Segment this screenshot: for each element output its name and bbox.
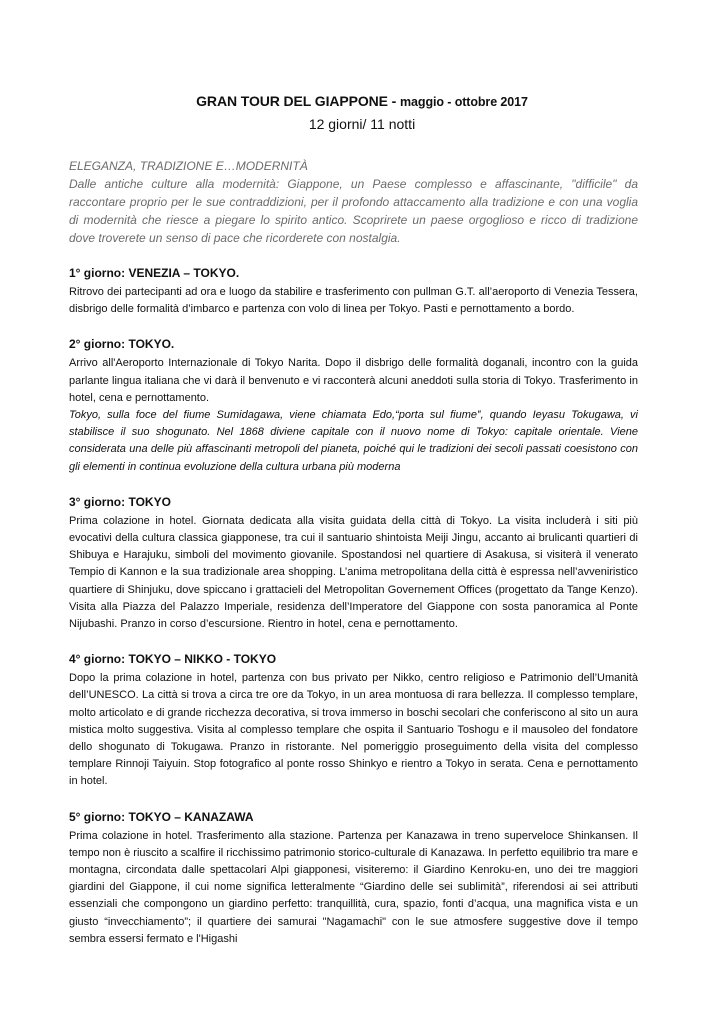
day-text: Ritrovo dei partecipanti ad ora e luogo da stabilire e trasferimento con pullman G.T. all’aeroporto di Venezia Tessera, disbrigo delle formalità d’imbarco e partenza con volo di linea per Tokyo. Pasti e pernottamento a bordo. <box>69 286 638 316</box>
day-section <box>69 809 638 948</box>
day-text: Prima colazione in hotel. Trasferimento alla stazione. Partenza per Kanazawa in treno superveloce Shinkansen. Il tempo non è riuscito a scalfire il ricchissimo patrimonio storico-culturale di Kanazawa. In perfetto equilibrio tra mare e montagna, circondata dalle spettacolari Alpi giapponesi, visiteremo: il Giardino Kenroku-en, uno dei tre maggiori giardini del Giappone, il cui nome significa letteralmente “Giardino delle sei sublimità”, riferendosi ai sei attributi essenziali che compongono un giardino perfetto: tranquillità, cura, spazio, fonti d’acqua, una magnifica vista e un giusto “invecchiamento”; il quartiere dei samurai "Nagamachi" con le sue atmosfere suggestive dove il tempo sembra essersi fermato e l'Higashi <box>69 829 638 945</box>
day-section <box>69 336 638 475</box>
title-main: GRAN TOUR DEL GIAPPONE - <box>196 93 401 109</box>
day-section <box>69 494 638 633</box>
intro-text: Dalle antiche culture alla modernità: Giappone, un Paese complesso e affascinante, "difficile" da raccontare proprio per le sue contraddizioni, per il profondo attaccamento alla tradizione e con una voglia di modernità che riesce a piegare lo spirito antico. Scoprirete un paese orgoglioso e ricco di tradizione dove troverete un senso di pace che ricorderete con nostalgia. <box>69 177 638 245</box>
duration: 12 giorni/ 11 notti <box>308 116 416 132</box>
document-title <box>0 91 724 112</box>
day-text: Prima colazione in hotel. Giornata dedicata alla visita guidata della città di Tokyo. La visita includerà i siti più evocativi della cultura classica giapponese, tra cui il santuario shintoista Meiji Jingu, accanto ai brulicanti quartieri di Shibuya e Harajuku, simboli del movimento giovanile. Spostandosi nel quartiere di Asakusa, si visiterà il venerato Tempio di Kannon e la sua tradizionale area shopping. L’anima metropolitana della città è espressa nell’avveniristico quartiere di Shinjuku, dove spiccano i grattacieli del Metropolitan Governement Offices (progettato da Tange Kenzo). Visita alla Piazza del Palazzo Imperiale, residenza dell’Imperatore del Giappone con sosta panoramica al Ponte Nijubashi. Pranzo in corso d’escursione. Rientro in hotel, cena e pernottamento. <box>69 514 638 631</box>
day-heading: 1° giorno: VENEZIA – TOKYO. <box>69 266 240 280</box>
title-block <box>0 91 724 134</box>
day-section <box>69 265 638 318</box>
intro-heading: ELEGANZA, TRADIZIONE E…MODERNITÀ <box>69 159 308 173</box>
day-heading: 2° giorno: TOKYO. <box>69 337 175 352</box>
document-body <box>69 157 638 948</box>
day-section <box>69 651 638 790</box>
intro-section <box>69 157 638 247</box>
day-italic-text: Tokyo, sulla foce del fiume Sumidagawa, viene chiamata Edo,“porta sul fiume‟, quando Ieyasu Tokugawa, vi stabilisce il suo shogunato. Nel 1868 diviene capitale con il nuovo nome di Tokyo: capitale orientale. Viene considerata una delle più affascinanti metropoli del pianeta, poiché qui le tradizioni dei secoli passati coesistono con gli elementi in continua evoluzione della cultura urbana più moderna <box>69 409 638 473</box>
day-heading: 3° giorno: TOKYO <box>69 494 171 509</box>
day-heading: 5° giorno: TOKYO – KANAZAWA <box>69 809 254 824</box>
title-dates: maggio - ottobre 2017 <box>400 95 528 109</box>
day-heading: 4° giorno: TOKYO – NIKKO - TOKYO <box>69 652 277 667</box>
day-text: Arrivo all'Aeroporto Internazionale di Tokyo Narita. Dopo il disbrigo delle formalità doganali, incontro con la guida parlante lingua italiana che vi darà il benvenuto e vi racconterà alcuni aneddoti sulla storia di Tokyo. Trasferimento in hotel, cena e pernottamento. <box>69 357 638 404</box>
day-text: Dopo la prima colazione in hotel, partenza con bus privato per Nikko, centro religioso e Patrimonio dell’Umanità dell’UNESCO. La città si trova a circa tre ore da Tokyo, in un area montuosa di rara bellezza. Il complesso templare, molto articolato e di grande ricchezza decorativa, si trova immerso in boschi secolari che conferiscono al sito un aura mistica molto suggestiva. Visita al complesso templare che ospita il Santuario Toshogu e il mausoleo del fondatore dello shogunato di Tokugawa. Pranzo in ristorante. Nel pomeriggio proseguimento della visita del complesso templare Rinnoji Taiyuin. Stop fotografico al ponte rosso Shinkyo e rientro a Tokyo in serata. Cena e pernottamento in hotel. <box>69 672 638 788</box>
